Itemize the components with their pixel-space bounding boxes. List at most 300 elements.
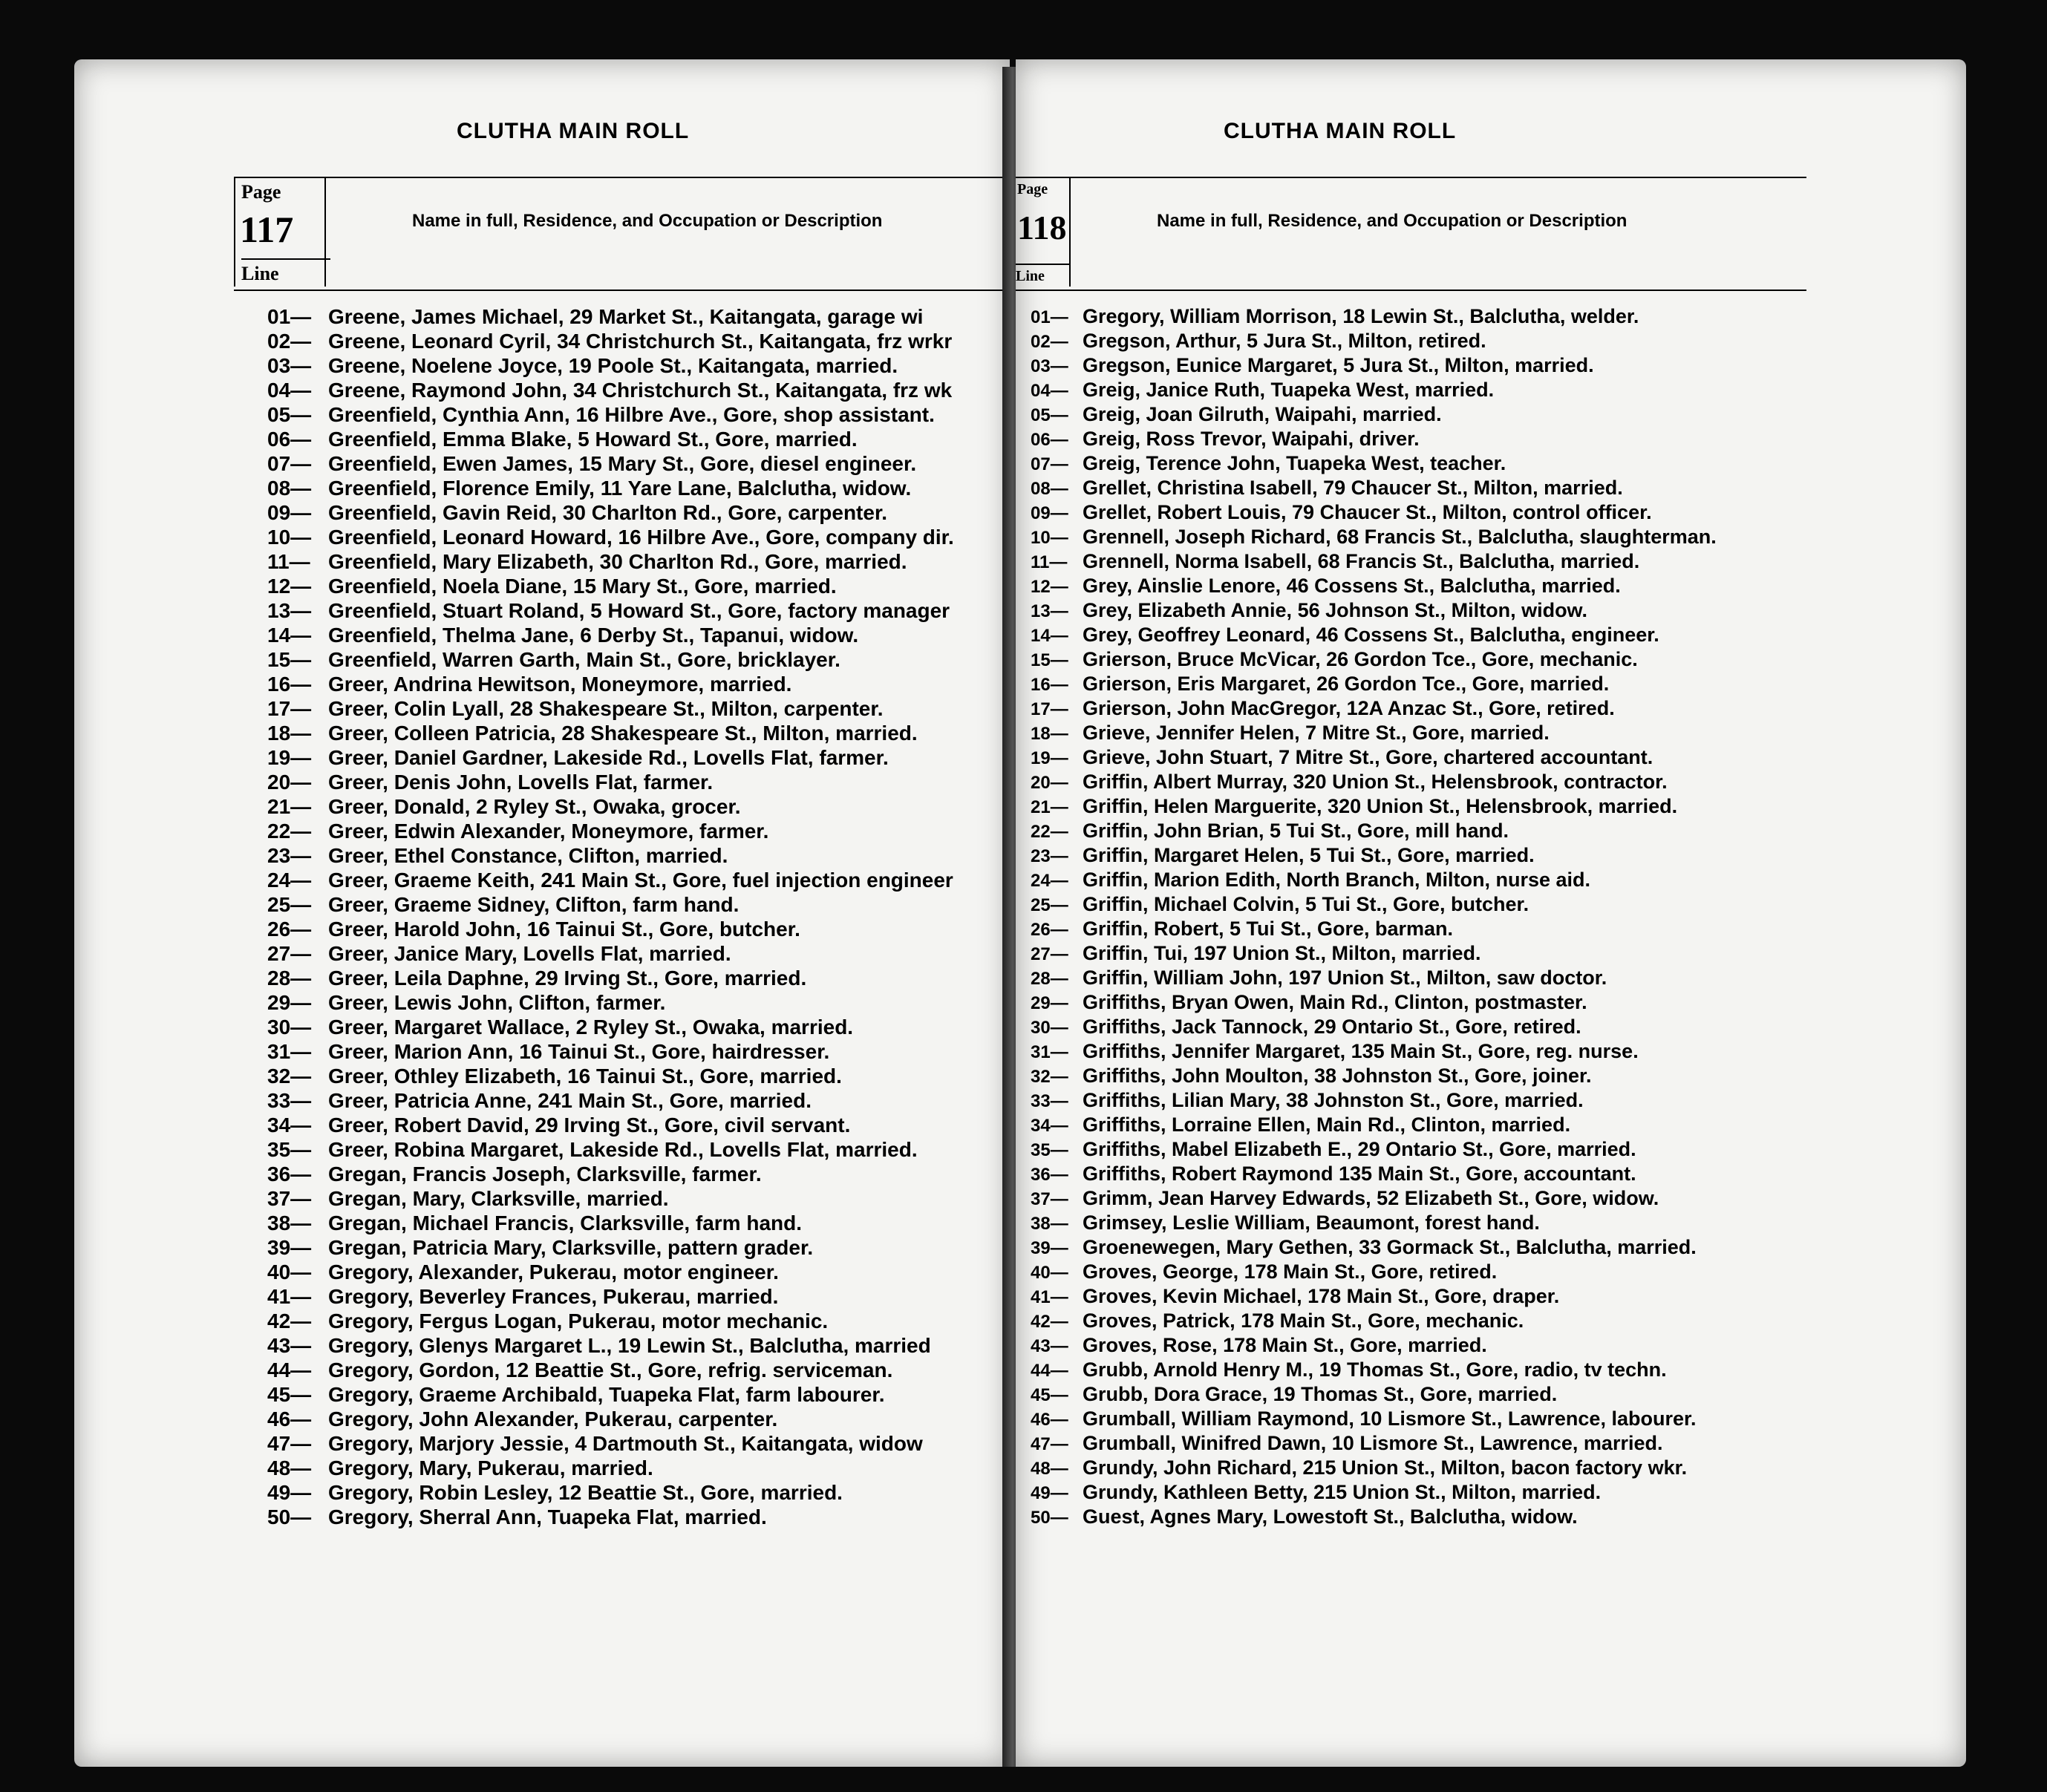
entry-text: Greer, Margaret Wallace, 2 Ryley St., Owaka, married. bbox=[328, 1016, 854, 1039]
list-item bbox=[267, 990, 1010, 1015]
line-number: 16— bbox=[267, 673, 312, 696]
entry-text: Grierson, Bruce McVicar, 26 Gordon Tce., Gore, mechanic. bbox=[1083, 648, 1638, 670]
line-number: 49— bbox=[267, 1481, 312, 1504]
entry-text: Greene, Leonard Cyril, 34 Christchurch St., Kaitangata, frz wrkr bbox=[328, 330, 953, 353]
line-number: 04— bbox=[267, 379, 312, 402]
entry-text: Grundy, John Richard, 215 Union St., Milton, bacon factory wkr. bbox=[1083, 1456, 1688, 1479]
line-number: 24— bbox=[1031, 871, 1068, 891]
list-item bbox=[267, 500, 1010, 525]
entry-text: Gregan, Mary, Clarksville, married. bbox=[328, 1187, 669, 1210]
entry-text: Greer, Graeme Sidney, Clifton, farm hand. bbox=[328, 893, 740, 916]
line-number: 23— bbox=[1031, 846, 1068, 866]
list-item bbox=[267, 1407, 1010, 1431]
list-item bbox=[267, 1113, 1010, 1137]
line-number: 01— bbox=[267, 305, 312, 328]
line-number: 22— bbox=[267, 820, 312, 843]
line-number: 47— bbox=[267, 1432, 312, 1455]
entry-text: Greer, Colin Lyall, 28 Shakespeare St., Milton, carpenter. bbox=[328, 697, 884, 720]
line-number: 06— bbox=[267, 428, 312, 451]
page-title: CLUTHA MAIN ROLL bbox=[1224, 119, 1457, 143]
line-number: 11— bbox=[267, 550, 310, 573]
entry-text: Groves, Rose, 178 Main St., Gore, married. bbox=[1083, 1334, 1487, 1356]
line-number: 11— bbox=[1031, 552, 1068, 572]
entry-text: Gregan, Patricia Mary, Clarksville, pattern grader. bbox=[328, 1236, 814, 1259]
list-item bbox=[1031, 1113, 1951, 1137]
line-number: 21— bbox=[1031, 797, 1068, 817]
list-item bbox=[1031, 647, 1951, 672]
list-item bbox=[1031, 892, 1951, 917]
entry-text: Grundy, Kathleen Betty, 215 Union St., Milton, married. bbox=[1083, 1481, 1602, 1503]
line-number: 48— bbox=[1031, 1459, 1068, 1479]
line-number: 28— bbox=[1031, 969, 1068, 989]
line-number: 02— bbox=[1031, 332, 1068, 352]
line-number: 04— bbox=[1031, 381, 1068, 401]
entry-text: Grierson, Eris Margaret, 26 Gordon Tce., Gore, married. bbox=[1083, 673, 1610, 695]
line-number: 44— bbox=[267, 1358, 312, 1381]
entry-text: Grimsey, Leslie William, Beaumont, forest hand. bbox=[1083, 1211, 1540, 1234]
line-number: 13— bbox=[1031, 601, 1068, 621]
line-number: 48— bbox=[267, 1456, 312, 1479]
list-item bbox=[267, 1137, 1010, 1162]
entry-text: Greenfield, Gavin Reid, 30 Charlton Rd., Gore, carpenter. bbox=[328, 501, 888, 524]
list-item bbox=[1031, 966, 1951, 990]
line-number: 45— bbox=[1031, 1385, 1068, 1405]
line-number: 34— bbox=[1031, 1116, 1068, 1136]
list-item bbox=[267, 1235, 1010, 1260]
list-item bbox=[267, 1039, 1010, 1064]
list-item bbox=[1031, 525, 1951, 549]
list-item bbox=[267, 574, 1010, 598]
list-item bbox=[267, 892, 1010, 917]
line-number: 03— bbox=[267, 354, 312, 377]
line-number: 17— bbox=[1031, 699, 1068, 719]
list-item bbox=[1031, 378, 1951, 402]
page-number: 118 bbox=[1017, 209, 1067, 246]
entry-text: Greenfield, Leonard Howard, 16 Hilbre Ave., Gore, company dir. bbox=[328, 526, 954, 549]
line-number: 37— bbox=[267, 1187, 312, 1210]
line-number: 38— bbox=[267, 1211, 312, 1235]
page-number-box bbox=[234, 178, 326, 287]
list-item bbox=[267, 1456, 1010, 1480]
entry-text: Greer, Colleen Patricia, 28 Shakespeare St., Milton, married. bbox=[328, 722, 918, 745]
list-item bbox=[267, 451, 1010, 476]
right-page bbox=[1016, 59, 1966, 1767]
list-item bbox=[1031, 819, 1951, 843]
list-item bbox=[1031, 1333, 1951, 1358]
list-item bbox=[267, 672, 1010, 696]
entry-text: Greer, Ethel Constance, Clifton, married. bbox=[328, 844, 728, 867]
line-number: 09— bbox=[267, 501, 312, 524]
entry-text: Grennell, Joseph Richard, 68 Francis St., Balclutha, slaughterman. bbox=[1083, 526, 1717, 548]
list-item bbox=[267, 598, 1010, 623]
entry-text: Gregory, Fergus Logan, Pukerau, motor mechanic. bbox=[328, 1309, 829, 1332]
list-item bbox=[267, 525, 1010, 549]
line-number: 24— bbox=[267, 869, 312, 892]
entry-text: Gregory, Marjory Jessie, 4 Dartmouth St., Kaitangata, widow bbox=[328, 1432, 923, 1455]
entry-text: Greig, Janice Ruth, Tuapeka West, married. bbox=[1083, 379, 1495, 401]
page-label: Page bbox=[1017, 181, 1048, 197]
entry-text: Greer, Donald, 2 Ryley St., Owaka, grocer. bbox=[328, 795, 741, 818]
entry-text: Grellet, Robert Louis, 79 Chaucer St., Milton, control officer. bbox=[1083, 501, 1652, 523]
line-number: 25— bbox=[267, 893, 312, 916]
list-item bbox=[1031, 1088, 1951, 1113]
list-item bbox=[1031, 500, 1951, 525]
entry-text: Griffiths, Mabel Elizabeth E., 29 Ontario St., Gore, married. bbox=[1083, 1138, 1636, 1160]
list-item bbox=[267, 966, 1010, 990]
entry-text: Grey, Elizabeth Annie, 56 Johnson St., Milton, widow. bbox=[1083, 599, 1588, 621]
entry-text: Greer, Harold John, 16 Tainui St., Gore, butcher. bbox=[328, 918, 800, 941]
page-number: 117 bbox=[240, 209, 294, 250]
entry-text: Greenfield, Emma Blake, 5 Howard St., Gore, married. bbox=[328, 428, 858, 451]
list-item bbox=[1031, 1456, 1951, 1480]
list-item bbox=[1031, 549, 1951, 574]
line-number: 05— bbox=[267, 403, 312, 426]
list-item bbox=[1031, 794, 1951, 819]
entry-text: Gregory, Gordon, 12 Beattie St., Gore, refrig. serviceman. bbox=[328, 1358, 893, 1381]
list-item bbox=[267, 917, 1010, 941]
list-item bbox=[267, 1333, 1010, 1358]
entry-text: Gregan, Michael Francis, Clarksville, farm hand. bbox=[328, 1211, 803, 1235]
entry-text: Greer, Robina Margaret, Lakeside Rd., Lovells Flat, married. bbox=[328, 1138, 918, 1161]
list-item bbox=[267, 1309, 1010, 1333]
line-number: 01— bbox=[1031, 307, 1068, 327]
entry-text: Groves, George, 178 Main St., Gore, retired. bbox=[1083, 1260, 1498, 1283]
line-number: 41— bbox=[1031, 1287, 1068, 1307]
line-number: 31— bbox=[1031, 1042, 1068, 1062]
entry-text: Grieve, Jennifer Helen, 7 Mitre St., Gore, married. bbox=[1083, 722, 1550, 744]
list-item bbox=[1031, 451, 1951, 476]
entry-text: Guest, Agnes Mary, Lowestoft St., Balclutha, widow. bbox=[1083, 1505, 1578, 1528]
list-item bbox=[267, 304, 1010, 329]
list-item bbox=[1031, 402, 1951, 427]
entry-text: Griffiths, Jennifer Margaret, 135 Main St., Gore, reg. nurse. bbox=[1083, 1040, 1639, 1062]
line-number: 21— bbox=[267, 795, 312, 818]
entry-text: Griffin, Helen Marguerite, 320 Union St., Helensbrook, married. bbox=[1083, 795, 1678, 817]
line-number: 34— bbox=[267, 1114, 312, 1137]
list-item bbox=[267, 1260, 1010, 1284]
list-item bbox=[267, 378, 1010, 402]
entry-text: Griffin, John Brian, 5 Tui St., Gore, mill hand. bbox=[1083, 820, 1509, 842]
page-label: Page bbox=[241, 181, 281, 203]
entry-text: Greer, Daniel Gardner, Lakeside Rd., Lovells Flat, farmer. bbox=[328, 746, 889, 769]
list-item bbox=[267, 329, 1010, 353]
line-number: 32— bbox=[267, 1065, 312, 1088]
line-number: 39— bbox=[267, 1236, 312, 1259]
list-item bbox=[267, 623, 1010, 647]
line-number: 15— bbox=[1031, 650, 1068, 670]
line-number: 31— bbox=[267, 1040, 312, 1063]
entry-text: Greenfield, Thelma Jane, 6 Derby St., Tapanui, widow. bbox=[328, 624, 859, 647]
line-number: 40— bbox=[267, 1260, 312, 1283]
line-number: 41— bbox=[267, 1285, 312, 1308]
entry-text: Gregory, John Alexander, Pukerau, carpenter. bbox=[328, 1407, 778, 1430]
list-item bbox=[267, 1358, 1010, 1382]
line-number: 25— bbox=[1031, 895, 1068, 915]
line-number: 28— bbox=[267, 967, 312, 990]
line-number: 14— bbox=[1031, 626, 1068, 646]
list-item bbox=[1031, 353, 1951, 378]
line-number: 29— bbox=[1031, 993, 1068, 1013]
line-number: 33— bbox=[267, 1089, 312, 1112]
column-header: Name in full, Residence, and Occupation or Description bbox=[412, 211, 883, 231]
entry-text: Grieve, John Stuart, 7 Mitre St., Gore, chartered accountant. bbox=[1083, 746, 1653, 768]
list-item bbox=[1031, 917, 1951, 941]
list-item bbox=[1031, 574, 1951, 598]
line-number: 40— bbox=[1031, 1263, 1068, 1283]
list-item bbox=[1031, 1260, 1951, 1284]
list-item bbox=[1031, 696, 1951, 721]
list-item bbox=[1031, 672, 1951, 696]
entry-text: Greer, Graeme Keith, 241 Main St., Gore, fuel injection engineer bbox=[328, 869, 953, 892]
entry-text: Gregory, Graeme Archibald, Tuapeka Flat, farm labourer. bbox=[328, 1383, 885, 1406]
entry-text: Gregory, Robin Lesley, 12 Beattie St., Gore, married. bbox=[328, 1481, 843, 1504]
line-number: 18— bbox=[1031, 724, 1068, 744]
line-number: 13— bbox=[267, 599, 312, 622]
entry-text: Gregory, Sherral Ann, Tuapeka Flat, married. bbox=[328, 1505, 767, 1528]
entry-text: Greenfield, Stuart Roland, 5 Howard St., Gore, factory manager bbox=[328, 599, 950, 622]
line-number: 02— bbox=[267, 330, 312, 353]
entry-text: Greer, Robert David, 29 Irving St., Gore, civil servant. bbox=[328, 1114, 851, 1137]
list-item bbox=[1031, 1480, 1951, 1505]
line-number: 27— bbox=[1031, 944, 1068, 964]
entry-text: Gregory, Alexander, Pukerau, motor engineer. bbox=[328, 1260, 779, 1283]
list-item bbox=[1031, 868, 1951, 892]
list-item bbox=[267, 1431, 1010, 1456]
line-number: 43— bbox=[1031, 1336, 1068, 1356]
entry-text: Grey, Geoffrey Leonard, 46 Cossens St., Balclutha, engineer. bbox=[1083, 624, 1659, 646]
line-number: 35— bbox=[267, 1138, 312, 1161]
entry-text: Griffin, Michael Colvin, 5 Tui St., Gore, butcher. bbox=[1083, 893, 1529, 915]
list-item bbox=[1031, 843, 1951, 868]
list-item bbox=[267, 1480, 1010, 1505]
entry-text: Greig, Terence John, Tuapeka West, teacher. bbox=[1083, 452, 1506, 474]
line-label: Line bbox=[1016, 264, 1069, 285]
entry-text: Griffin, Albert Murray, 320 Union St., Helensbrook, contractor. bbox=[1083, 771, 1668, 793]
line-number: 39— bbox=[1031, 1238, 1068, 1258]
table-header bbox=[234, 177, 1080, 291]
list-item bbox=[1031, 1382, 1951, 1407]
line-number: 42— bbox=[1031, 1312, 1068, 1332]
line-number: 49— bbox=[1031, 1483, 1068, 1503]
list-item bbox=[267, 745, 1010, 770]
list-item bbox=[267, 794, 1010, 819]
entry-text: Grumball, William Raymond, 10 Lismore St., Lawrence, labourer. bbox=[1083, 1407, 1697, 1430]
list-item bbox=[1031, 329, 1951, 353]
entry-text: Greenfield, Ewen James, 15 Mary St., Gore, diesel engineer. bbox=[328, 452, 917, 475]
line-number: 22— bbox=[1031, 822, 1068, 842]
entry-text: Greer, Janice Mary, Lovells Flat, married. bbox=[328, 942, 731, 965]
line-number: 26— bbox=[267, 918, 312, 941]
line-number: 32— bbox=[1031, 1067, 1068, 1087]
list-item bbox=[1031, 941, 1951, 966]
line-number: 19— bbox=[1031, 748, 1068, 768]
list-item bbox=[267, 868, 1010, 892]
line-number: 05— bbox=[1031, 405, 1068, 425]
entry-text: Groves, Patrick, 178 Main St., Gore, mechanic. bbox=[1083, 1309, 1524, 1332]
list-item bbox=[267, 721, 1010, 745]
entry-text: Griffiths, John Moulton, 38 Johnston St., Gore, joiner. bbox=[1083, 1065, 1592, 1087]
entry-text: Greer, Leila Daphne, 29 Irving St., Gore, married. bbox=[328, 967, 807, 990]
list-item bbox=[1031, 1309, 1951, 1333]
line-number: 36— bbox=[1031, 1165, 1068, 1185]
roll-entries bbox=[267, 304, 1010, 1529]
list-item bbox=[267, 819, 1010, 843]
list-item bbox=[267, 427, 1010, 451]
list-item bbox=[1031, 1162, 1951, 1186]
entry-text: Griffin, Margaret Helen, 5 Tui St., Gore, married. bbox=[1083, 844, 1535, 866]
list-item bbox=[267, 353, 1010, 378]
list-item bbox=[267, 1015, 1010, 1039]
list-item bbox=[267, 549, 1010, 574]
line-number: 16— bbox=[1031, 675, 1068, 695]
line-number: 50— bbox=[1031, 1508, 1068, 1528]
line-number: 42— bbox=[267, 1309, 312, 1332]
entry-text: Groenewegen, Mary Gethen, 33 Gormack St., Balclutha, married. bbox=[1083, 1236, 1697, 1258]
line-number: 10— bbox=[267, 526, 312, 549]
line-number: 03— bbox=[1031, 356, 1068, 376]
line-number: 14— bbox=[267, 624, 312, 647]
list-item bbox=[267, 1064, 1010, 1088]
list-item bbox=[267, 1284, 1010, 1309]
list-item bbox=[267, 696, 1010, 721]
entry-text: Greer, Denis John, Lovells Flat, farmer. bbox=[328, 771, 714, 794]
entry-text: Grierson, John MacGregor, 12A Anzac St., Gore, retired. bbox=[1083, 697, 1615, 719]
line-number: 37— bbox=[1031, 1189, 1068, 1209]
entry-text: Gregory, Beverley Frances, Pukerau, married. bbox=[328, 1285, 779, 1308]
line-number: 47— bbox=[1031, 1434, 1068, 1454]
entry-text: Greer, Lewis John, Clifton, farmer. bbox=[328, 991, 666, 1014]
entry-text: Gregson, Eunice Margaret, 5 Jura St., Milton, married. bbox=[1083, 354, 1594, 376]
line-number: 10— bbox=[1031, 528, 1068, 548]
entry-text: Griffiths, Lorraine Ellen, Main Rd., Clinton, married. bbox=[1083, 1114, 1571, 1136]
line-number: 15— bbox=[267, 648, 312, 671]
entry-text: Gregory, William Morrison, 18 Lewin St., Balclutha, welder. bbox=[1083, 305, 1639, 327]
entry-text: Griffiths, Robert Raymond 135 Main St., Gore, accountant. bbox=[1083, 1162, 1636, 1185]
line-number: 08— bbox=[1031, 479, 1068, 499]
line-number: 50— bbox=[267, 1505, 312, 1528]
entry-text: Greer, Andrina Hewitson, Moneymore, married. bbox=[328, 673, 792, 696]
line-number: 19— bbox=[267, 746, 312, 769]
line-number: 26— bbox=[1031, 920, 1068, 940]
entry-text: Griffin, Robert, 5 Tui St., Gore, barman. bbox=[1083, 918, 1454, 940]
list-item bbox=[1031, 1137, 1951, 1162]
entry-text: Greenfield, Mary Elizabeth, 30 Charlton Rd., Gore, married. bbox=[328, 550, 907, 573]
line-number: 36— bbox=[267, 1162, 312, 1186]
list-item bbox=[1031, 745, 1951, 770]
line-number: 35— bbox=[1031, 1140, 1068, 1160]
list-item bbox=[1031, 1039, 1951, 1064]
line-number: 43— bbox=[267, 1334, 312, 1357]
list-item bbox=[267, 1088, 1010, 1113]
entry-text: Greenfield, Warren Garth, Main St., Gore, bricklayer. bbox=[328, 648, 840, 671]
line-number: 17— bbox=[267, 697, 312, 720]
list-item bbox=[1031, 770, 1951, 794]
line-number: 30— bbox=[267, 1016, 312, 1039]
list-item bbox=[267, 1162, 1010, 1186]
list-item bbox=[1031, 1015, 1951, 1039]
line-number: 20— bbox=[267, 771, 312, 794]
left-page bbox=[74, 59, 1010, 1767]
entry-text: Greer, Edwin Alexander, Moneymore, farmer. bbox=[328, 820, 769, 843]
entry-text: Gregory, Glenys Margaret L., 19 Lewin St., Balclutha, married bbox=[328, 1334, 931, 1357]
entry-text: Groves, Kevin Michael, 178 Main St., Gore, draper. bbox=[1083, 1285, 1560, 1307]
line-number: 12— bbox=[267, 575, 312, 598]
entry-text: Grubb, Arnold Henry M., 19 Thomas St., Gore, radio, tv techn. bbox=[1083, 1358, 1667, 1381]
entry-text: Greer, Othley Elizabeth, 16 Tainui St., Gore, married. bbox=[328, 1065, 842, 1088]
entry-text: Griffiths, Jack Tannock, 29 Ontario St., Gore, retired. bbox=[1083, 1016, 1581, 1038]
list-item bbox=[267, 843, 1010, 868]
list-item bbox=[1031, 623, 1951, 647]
list-item bbox=[1031, 1358, 1951, 1382]
entry-text: Greene, Noelene Joyce, 19 Poole St., Kaitangata, married. bbox=[328, 354, 898, 377]
entry-text: Greenfield, Cynthia Ann, 16 Hilbre Ave., Gore, shop assistant. bbox=[328, 403, 935, 426]
entry-text: Grennell, Norma Isabell, 68 Francis St., Balclutha, married. bbox=[1083, 550, 1640, 572]
entry-text: Greig, Ross Trevor, Waipahi, driver. bbox=[1083, 428, 1420, 450]
line-number: 30— bbox=[1031, 1018, 1068, 1038]
roll-entries bbox=[1031, 304, 1951, 1529]
entry-text: Griffin, William John, 197 Union St., Milton, saw doctor. bbox=[1083, 967, 1607, 989]
list-item bbox=[1031, 1407, 1951, 1431]
line-number: 09— bbox=[1031, 503, 1068, 523]
list-item bbox=[267, 402, 1010, 427]
list-item bbox=[1031, 990, 1951, 1015]
list-item bbox=[1031, 1211, 1951, 1235]
line-number: 23— bbox=[267, 844, 312, 867]
list-item bbox=[1031, 304, 1951, 329]
line-number: 29— bbox=[267, 991, 312, 1014]
line-number: 46— bbox=[1031, 1410, 1068, 1430]
list-item bbox=[1031, 1431, 1951, 1456]
entry-text: Griffin, Marion Edith, North Branch, Milton, nurse aid. bbox=[1083, 869, 1591, 891]
entry-text: Gregory, Mary, Pukerau, married. bbox=[328, 1456, 653, 1479]
page-title: CLUTHA MAIN ROLL bbox=[457, 119, 690, 143]
entry-text: Gregson, Arthur, 5 Jura St., Milton, retired. bbox=[1083, 330, 1486, 352]
list-item bbox=[267, 1382, 1010, 1407]
entry-text: Greene, James Michael, 29 Market St., Kaitangata, garage wi bbox=[328, 305, 924, 328]
entry-text: Greer, Patricia Anne, 241 Main St., Gore, married. bbox=[328, 1089, 812, 1112]
line-number: 18— bbox=[267, 722, 312, 745]
line-label: Line bbox=[241, 258, 330, 285]
list-item bbox=[267, 476, 1010, 500]
entry-text: Greenfield, Noela Diane, 15 Mary St., Gore, married. bbox=[328, 575, 837, 598]
entry-text: Griffiths, Bryan Owen, Main Rd., Clinton, postmaster. bbox=[1083, 991, 1587, 1013]
entry-text: Grumball, Winifred Dawn, 10 Lismore St., Lawrence, married. bbox=[1083, 1432, 1663, 1454]
list-item bbox=[267, 1186, 1010, 1211]
line-number: 27— bbox=[267, 942, 312, 965]
list-item bbox=[267, 1211, 1010, 1235]
entry-text: Grey, Ainslie Lenore, 46 Cossens St., Balclutha, married. bbox=[1083, 575, 1621, 597]
entry-text: Grimm, Jean Harvey Edwards, 52 Elizabeth St., Gore, widow. bbox=[1083, 1187, 1659, 1209]
list-item bbox=[267, 770, 1010, 794]
list-item bbox=[267, 1505, 1010, 1529]
entry-text: Greer, Marion Ann, 16 Tainui St., Gore, hairdresser. bbox=[328, 1040, 830, 1063]
list-item bbox=[267, 941, 1010, 966]
line-number: 44— bbox=[1031, 1361, 1068, 1381]
list-item bbox=[1031, 1284, 1951, 1309]
table-header bbox=[1016, 177, 1806, 291]
entry-text: Grellet, Christina Isabell, 79 Chaucer St., Milton, married. bbox=[1083, 477, 1623, 499]
list-item bbox=[1031, 1505, 1951, 1529]
line-number: 12— bbox=[1031, 577, 1068, 597]
line-number: 45— bbox=[267, 1383, 312, 1406]
list-item bbox=[267, 647, 1010, 672]
line-number: 06— bbox=[1031, 430, 1068, 450]
line-number: 33— bbox=[1031, 1091, 1068, 1111]
page-number-box bbox=[1016, 178, 1071, 287]
list-item bbox=[1031, 598, 1951, 623]
entry-text: Greig, Joan Gilruth, Waipahi, married. bbox=[1083, 403, 1442, 425]
column-header: Name in full, Residence, and Occupation or Description bbox=[1157, 211, 1628, 231]
